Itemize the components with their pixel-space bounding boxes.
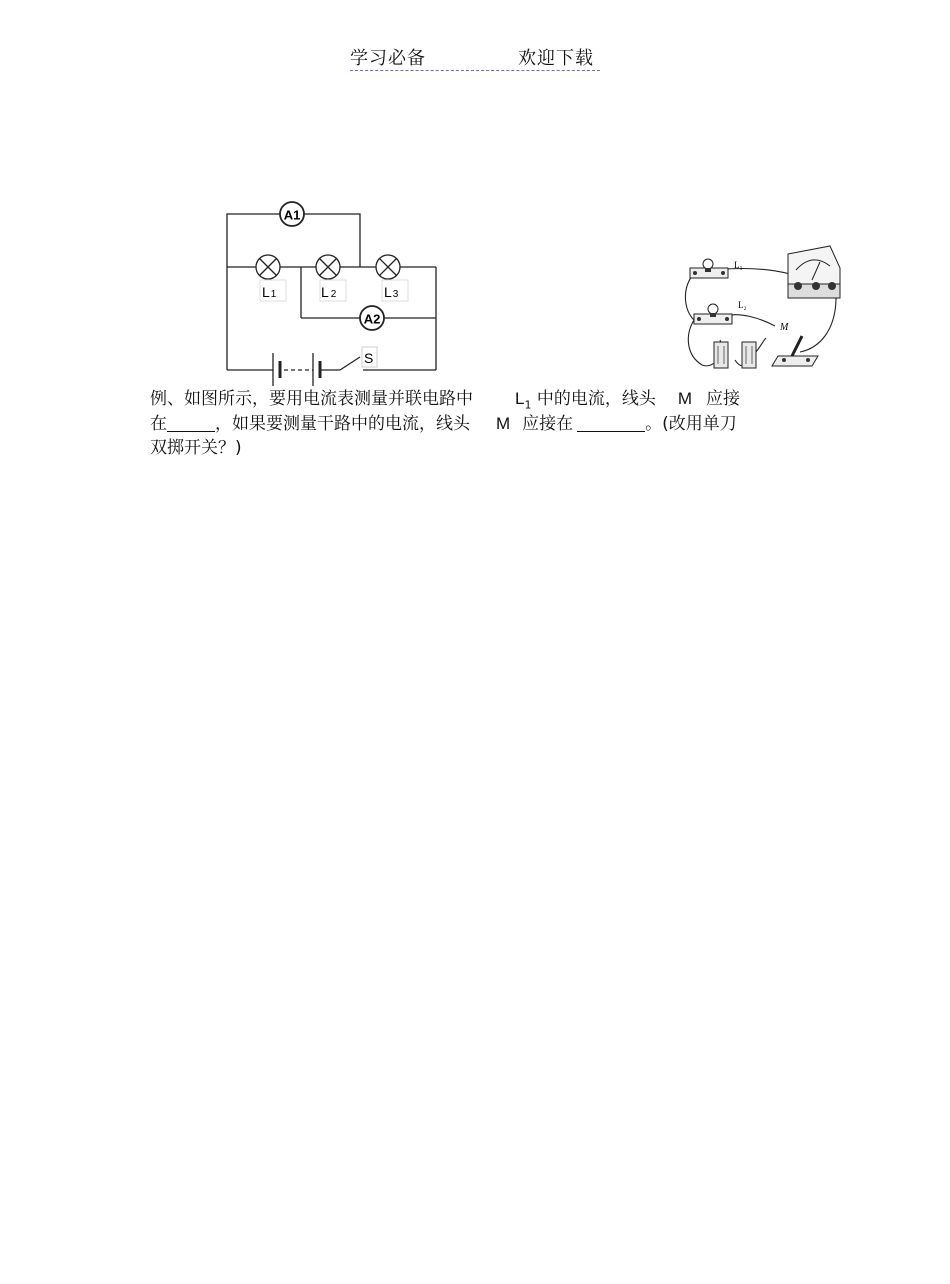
lamp-holder-2-icon <box>694 304 732 324</box>
lamp-l1-label: L1 <box>262 284 277 300</box>
apparatus-photo <box>680 240 845 380</box>
circuit-diagram <box>200 195 460 395</box>
header-left-text: 学习必备 <box>350 48 426 69</box>
header-right-text: 欢迎下载 <box>518 48 594 69</box>
lamp-l2-label: L 2 <box>321 284 337 300</box>
lamp-l1-icon <box>256 255 280 279</box>
ammeter-a1-label: A1 <box>283 207 301 223</box>
question-line-2: 在 ，如果要测量干路中的电流，线头 M 应接在 。(改用单刀 <box>150 414 737 434</box>
question-line-3: 双掷开关？) <box>150 438 242 458</box>
lamp-l3-icon <box>376 255 400 279</box>
knife-switch-icon <box>772 336 818 366</box>
page-header <box>350 42 600 71</box>
lamp-holder-1-icon <box>690 259 728 278</box>
lamp-l2-icon <box>316 255 340 279</box>
ammeter-a2 <box>360 306 384 330</box>
battery-icon <box>714 342 756 368</box>
question-line-1: 例、如图所示，要用电流表测量并联电路中 $L_1$ 中的电流，线头 M 应接 <box>150 389 741 412</box>
answer-blank-2 <box>577 413 645 432</box>
lamp-l3-label: L3 <box>384 284 399 300</box>
switch-label: S <box>364 350 374 366</box>
ammeter-a1 <box>280 202 304 226</box>
photo-label-l2: L₂ <box>738 300 747 310</box>
ammeter-icon <box>788 246 840 298</box>
photo-label-m: M <box>780 322 789 333</box>
answer-blank-1 <box>167 413 215 432</box>
photo-label-l1: L₁ <box>734 260 743 270</box>
ammeter-a2-label: A2 <box>363 311 381 327</box>
